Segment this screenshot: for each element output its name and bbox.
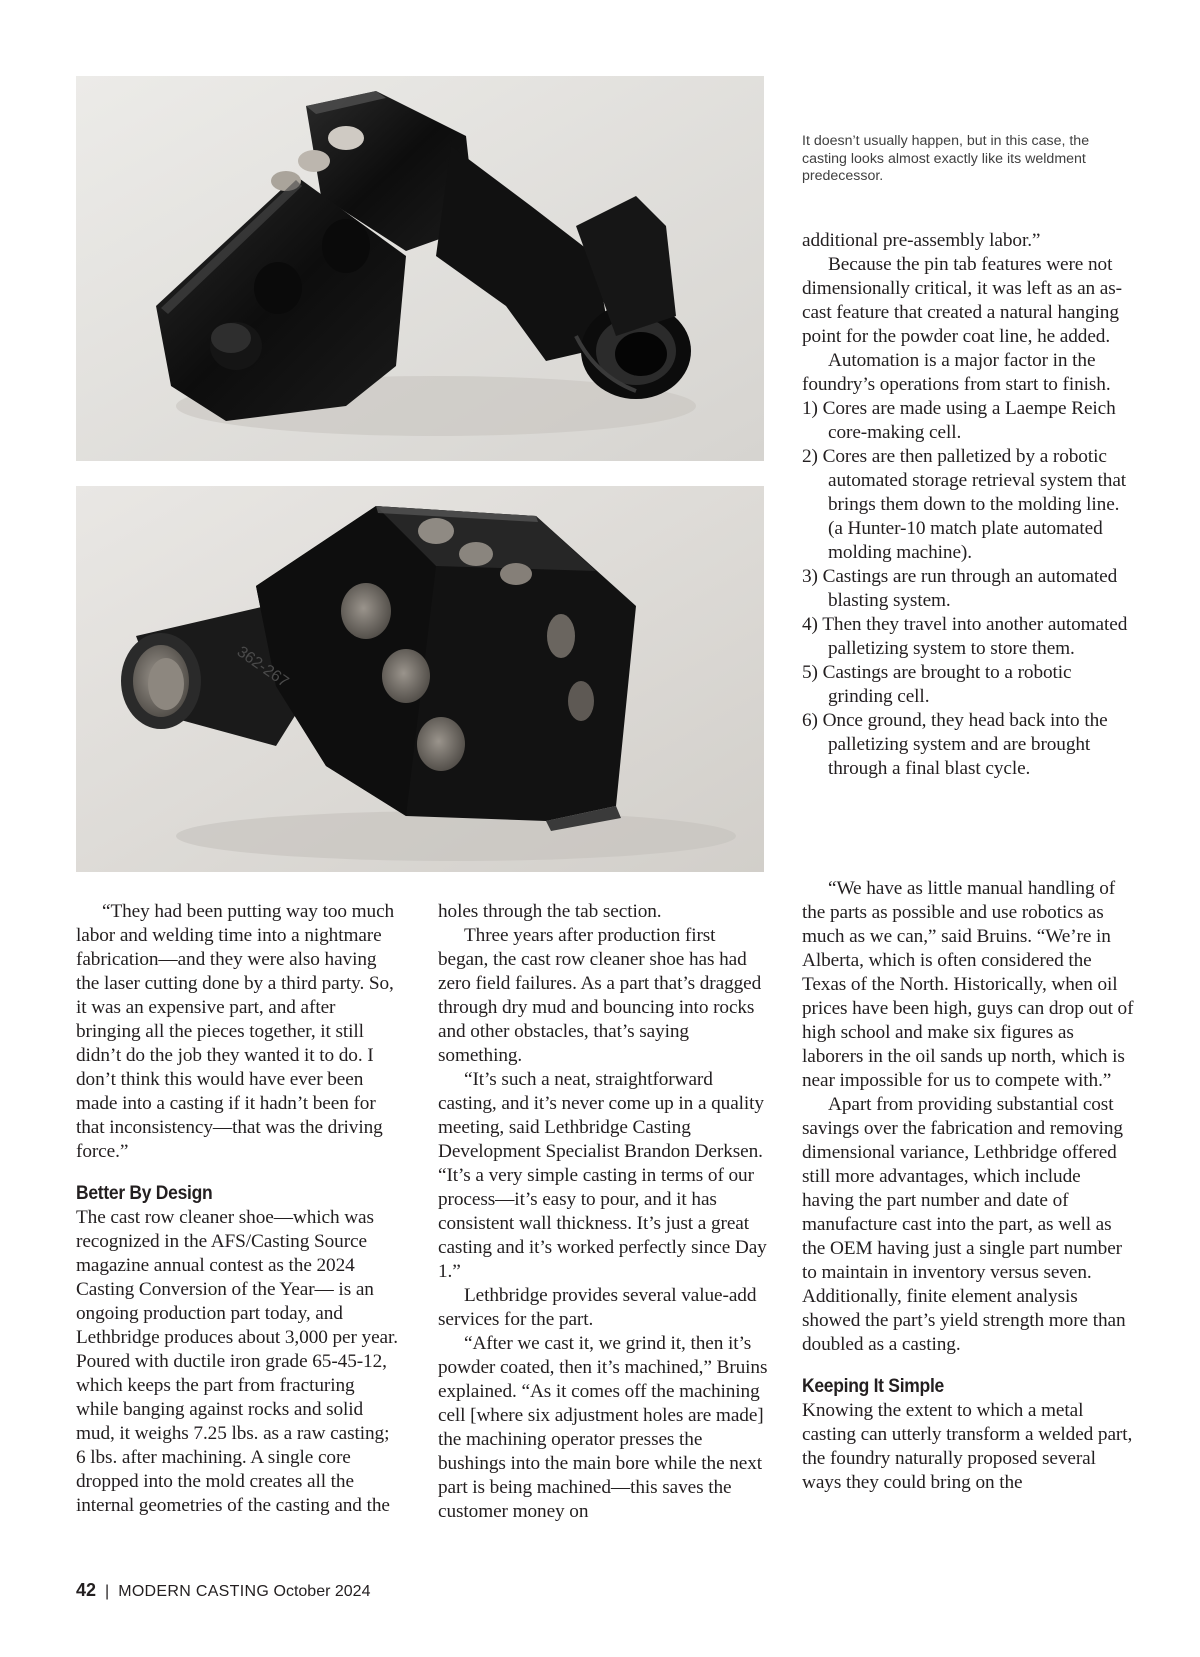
list-item: 4) Then they travel into another automated palletizing system to store them. — [802, 614, 1128, 659]
automation-steps-list — [802, 397, 1134, 781]
issue-date: October 2024 — [273, 1583, 371, 1600]
paragraph: Because the pin tab features were not dimensionally critical, it was left as an as-cast feature that created a natural hanging point for the powder coat line, he added. — [802, 254, 1122, 347]
column-1 — [76, 900, 398, 1518]
casting-image-top — [76, 76, 764, 461]
photo-caption: It doesn’t usually happen, but in this case, the casting looks almost exactly like its weldment predecessor. — [802, 133, 1090, 184]
list-item: 5) Castings are brought to a robotic grinding cell. — [802, 662, 1072, 707]
page-number: 42 — [76, 1580, 97, 1600]
paragraph: Automation is a major factor in the foundry’s operations from start to finish. — [802, 350, 1111, 395]
list-item: 2) Cores are then palletized by a robotic automated storage retrieval system that brings them down to the molding line. (a Hunter-10 match plate automated molding machine). — [802, 446, 1127, 563]
paragraph: “After we cast it, we grind it, then it’s powder coated, then it’s machined,” Bruins explained. “As it comes off the machining cell [where six adjustment holes are made] the machining operator presses the bushings into the main bore while the next part is being machined—this saves the customer money on — [438, 1333, 768, 1522]
paragraph: The cast row cleaner shoe—which was recognized in the AFS/Casting Source magazine annual contest as the 2024 Casting Conversion of the Year— is an ongoing production part today, and Lethbridge produces about 3,000 per year. Poured with ductile iron grade 65-45-12, which keeps the part from fracturing while banging against rocks and solid mud, it weighs 7.25 lbs. as a raw casting; 6 lbs. after machining. A single core dropped into the mold creates all the internal geometries of the casting and the — [76, 1207, 398, 1516]
paragraph: Lethbridge provides several value-add services for the part. — [438, 1285, 757, 1330]
paragraph: additional pre-assembly labor.” — [802, 230, 1041, 251]
section-heading: Better By Design — [76, 1183, 213, 1204]
paragraph: Knowing the extent to which a metal casting can utterly transform a welded part, the foundry naturally proposed several ways they could bring on the — [802, 1400, 1133, 1493]
footer-separator: | — [105, 1583, 110, 1600]
casting-image-bottom — [76, 486, 764, 872]
column-3-top — [802, 229, 1134, 781]
column-2 — [438, 900, 768, 1524]
paragraph: “They had been putting way too much labor and welding time into a nightmare fabrication—and they were also having the laser cutting done by a third party. So, it was an expensive part, and after bringing all the pieces together, it still didn’t do the job they wanted it to do. I don’t think this would have ever been made into a casting if it hadn’t been for that inconsistency—that was the driving force.” — [76, 901, 395, 1162]
page-footer — [76, 1580, 370, 1601]
paragraph: holes through the tab section. — [438, 901, 662, 922]
list-item: 6) Once ground, they head back into the palletizing system and are brought through a final blast cycle. — [802, 710, 1108, 779]
paragraph: Apart from providing substantial cost savings over the fabrication and removing dimensional variance, Lethbridge offered still more advantages, which include having the part number and date of manufacture cast into the part, as well as the OEM having just a single part number to maintain in inventory versus seven. Additionally, finite element analysis showed the part’s yield strength more than doubled as a casting. — [802, 1094, 1126, 1355]
paragraph: Three years after production first began, the cast row cleaner shoe has had zero field failures. As a part that’s dragged through dry mud and bouncing into rocks and other obstacles, that’s saying something. — [438, 925, 762, 1066]
cast-part-marking: 362-267 — [233, 643, 292, 691]
list-item: 3) Castings are run through an automated blasting system. — [802, 566, 1118, 611]
column-3 — [802, 877, 1134, 1495]
magazine-name: MODERN CASTING — [118, 1583, 270, 1600]
paragraph: “It’s such a neat, straightforward casting, and it’s never come up in a quality meeting, said Lethbridge Casting Development Specialist Brandon Derksen. “It’s a very simple casting in terms of our process—it’s easy to pour, and it has consistent wall thickness. It’s just a great casting and it’s worked perfectly since Day 1.” — [438, 1069, 767, 1282]
casting-photo-bottom — [76, 486, 764, 872]
list-item: 1) Cores are made using a Laempe Reich core-making cell. — [802, 398, 1116, 443]
paragraph: “We have as little manual handling of the parts as possible and use robotics as much as we can,” said Bruins. “We’re in Alberta, which is often considered the Texas of the North. Historically, when oil prices have been high, guys can drop out of high school and make six figures as laborers in the oil sands up north, which is near impossible for us to compete with.” — [802, 878, 1134, 1091]
section-heading: Keeping It Simple — [802, 1376, 944, 1397]
casting-photo-top — [76, 76, 764, 461]
